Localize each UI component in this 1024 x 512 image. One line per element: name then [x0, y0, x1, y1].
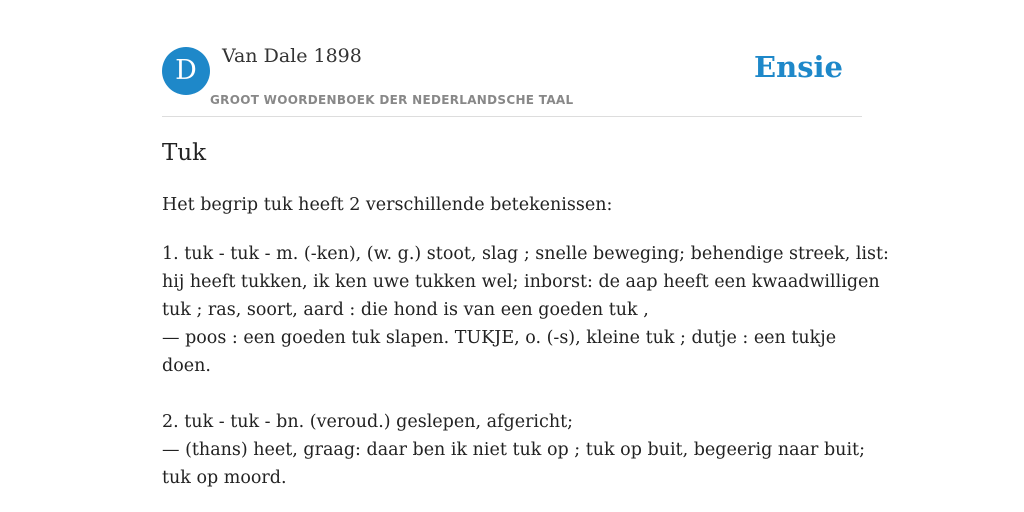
definition-1-line: 1. tuk - tuk - m. (-ken), (w. g.) stoot, slag ; snelle beweging; behendige streek, list: — [162, 244, 889, 264]
source-header — [162, 0, 862, 117]
source-title[interactable]: Van Dale 1898 — [222, 45, 362, 67]
definition-2-line: — (thans) heet, graag: daar ben ik niet tuk op ; tuk op buit, begeerig naar buit; — [162, 440, 865, 460]
source-subtitle: GROOT WOORDENBOEK DER NEDERLANDSCHE TAAL — [210, 93, 574, 107]
definition-1-line: tuk ; ras, soort, aard : die hond is van een goeden tuk , — [162, 300, 649, 320]
source-logo[interactable]: D — [162, 47, 210, 95]
definition-2-line: 2. tuk - tuk - bn. (veroud.) geslepen, afgericht; — [162, 412, 574, 432]
definitions — [162, 240, 889, 492]
definition-1-line: doen. — [162, 356, 211, 376]
definition-spacer — [162, 380, 867, 408]
entry-title: Tuk — [162, 140, 207, 166]
definition-1-line: hij heeft tukken, ik ken uwe tukken wel; inborst: de aap heeft een kwaadwilligen — [162, 272, 880, 292]
page-container — [162, 0, 889, 488]
definition-2-line: tuk op moord. — [162, 468, 287, 488]
entry-intro: Het begrip tuk heeft 2 verschillende betekenissen: — [162, 195, 613, 215]
definition-1-line: — poos : een goeden tuk slapen. TUKJE, o. (-s), kleine tuk ; dutje : een tukje — [162, 328, 837, 348]
ensie-logo[interactable]: Ensie — [754, 50, 843, 84]
